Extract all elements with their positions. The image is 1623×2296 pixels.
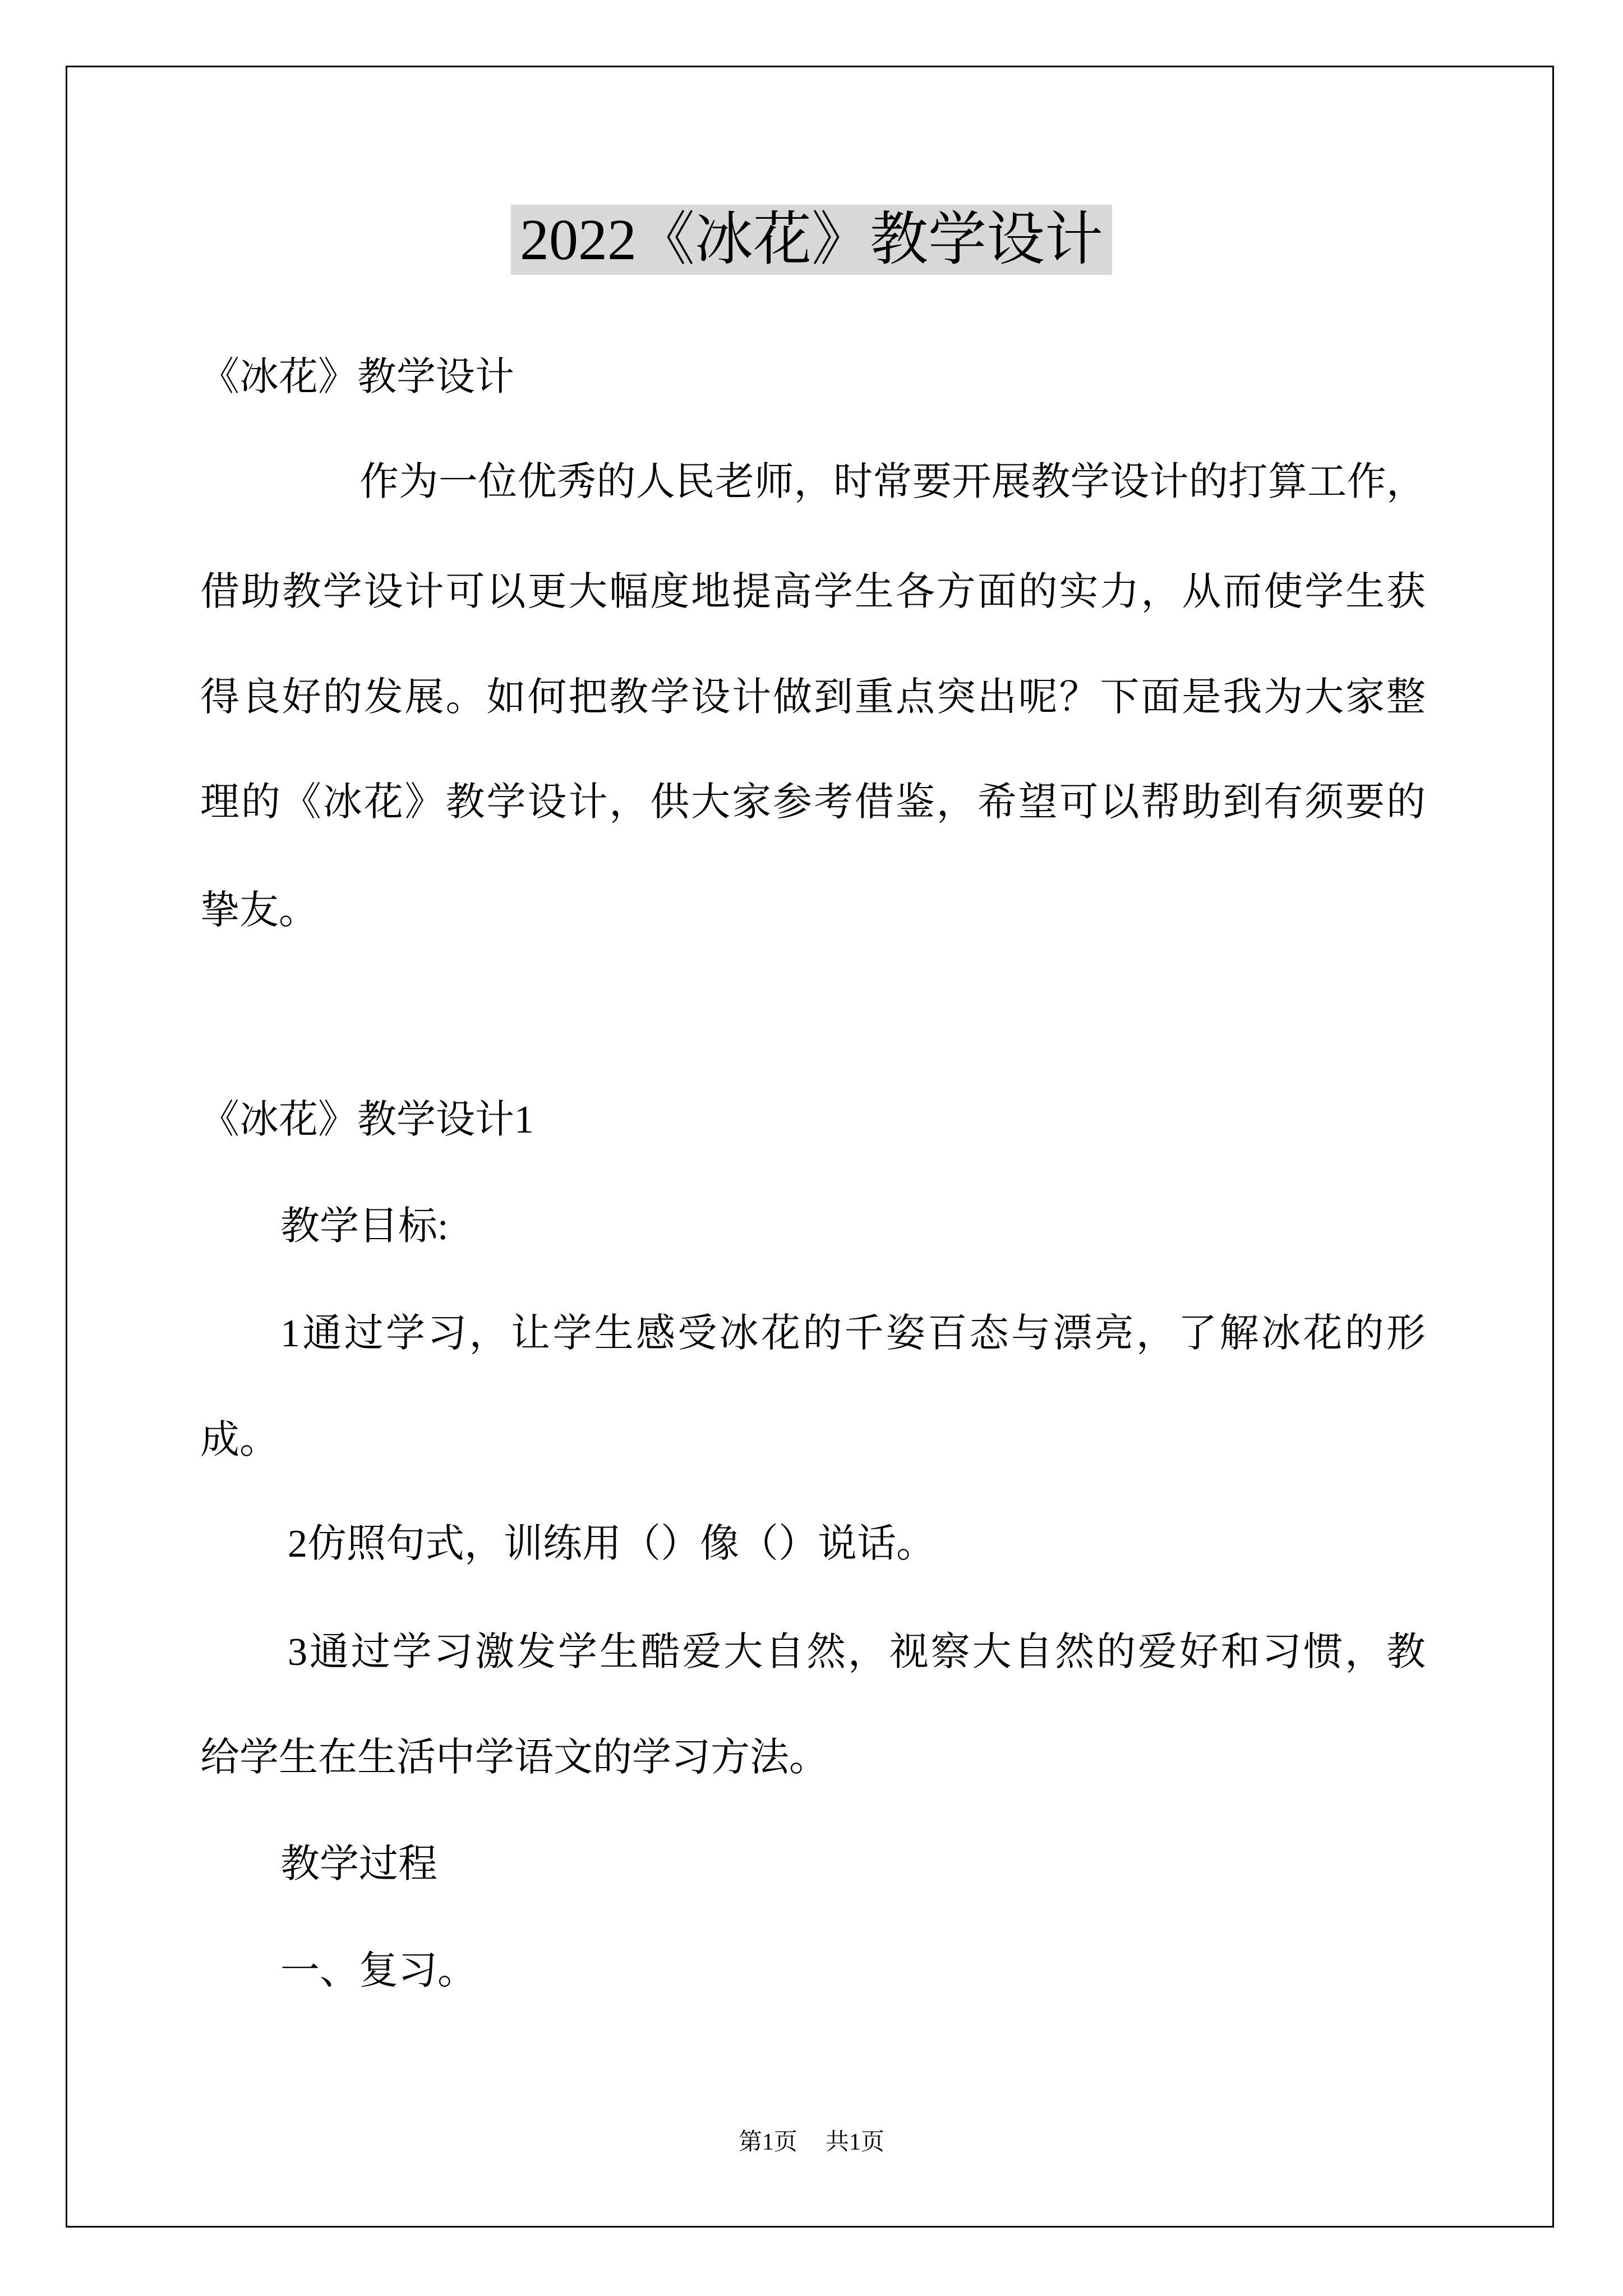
intro-paragraph-line: 作为一位优秀的人民老师，时常要开展教学设计的打算工作， [359,461,1426,504]
process-label: 教学过程 [280,1843,437,1886]
objective-2: 2仿照句式，训练用（）像（）说话。 [288,1522,935,1566]
objective-1-line: 1通过学习，让学生感受冰花的千姿百态与漂亮，了解冰花的形 [280,1312,1426,1355]
intro-heading: 《冰花》教学设计 [200,356,514,399]
intro-paragraph-line: 借助教学设计可以更大幅度地提高学生各方面的实力，从而使学生获 [200,570,1426,614]
intro-paragraph-line: 理的《冰花》教学设计，供大家参考借鉴，希望可以帮助到有须要的 [200,781,1426,824]
section-heading: 《冰花》教学设计1 [200,1098,534,1142]
page-footer [0,2125,1623,2159]
objectives-label: 教学目标: [280,1205,449,1248]
objective-3-line: 3通过学习激发学生酷爱大自然，视察大自然的爱好和习惯，教 [288,1631,1426,1674]
intro-paragraph-line: 得良好的发展。如何把教学设计做到重点突出呢？下面是我为大家整 [200,676,1426,719]
objective-1-line: 成。 [200,1419,279,1462]
intro-paragraph-line: 挚友。 [200,889,318,932]
step-1: 一、复习。 [280,1949,477,1993]
footer-page-number: 第1页 [738,2129,797,2155]
title-block [0,205,1623,275]
footer-total-pages: 共1页 [826,2129,885,2155]
objective-3-line: 给学生在生活中学语文的学习方法。 [200,1736,828,1779]
document-title: 2022《冰花》教学设计 [511,205,1112,275]
